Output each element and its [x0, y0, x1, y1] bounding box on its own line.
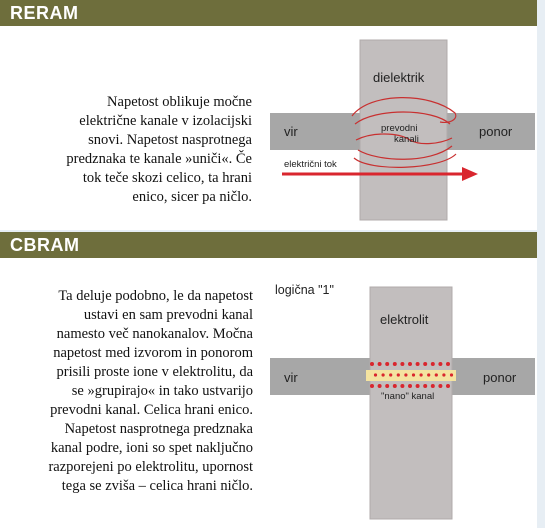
ion-dot: [385, 384, 389, 388]
cbram-channel-label: "nano" kanal: [381, 391, 435, 402]
ion-dot: [431, 362, 435, 366]
ion-dot: [378, 362, 382, 366]
cbram-text-line: prisili proste ione v elektrolitu, da: [56, 364, 253, 380]
ion-dot: [385, 362, 389, 366]
cbram-panel: [0, 232, 537, 528]
reram-text-line: električne kanale v izolacijski: [79, 113, 252, 129]
reram-text-line: enico, sicer pa ničlo.: [132, 189, 252, 205]
reram-panel: [0, 0, 537, 230]
ion-dot: [404, 373, 407, 376]
ion-dot: [435, 373, 438, 376]
ion-dot: [442, 373, 445, 376]
cbram-text-line: kanal podre, ioni so spet naključno: [50, 440, 253, 456]
cbram-text-line: prevodni kanal. Celica hrani enico.: [50, 402, 253, 418]
reram-text-line: tok teče skozi celico, ta hrani: [82, 170, 252, 186]
reram-current-arrowhead: [462, 167, 478, 181]
ion-dot: [416, 362, 420, 366]
ion-dot: [408, 384, 412, 388]
ion-dot: [431, 384, 435, 388]
reram-drain-label: ponor: [479, 124, 513, 139]
reram-text-line: snovi. Napetost nasprotnega: [88, 132, 252, 148]
ion-dot: [412, 373, 415, 376]
ion-dot: [400, 384, 404, 388]
cbram-text-line: Napetost nasprotnega predznaka: [64, 421, 253, 437]
reram-title: RERAM: [10, 3, 79, 23]
cbram-text-line: namesto več nanokanalov. Močna: [56, 326, 253, 342]
cbram-text-line: se »grupirajo« in tako ustvarijo: [71, 383, 253, 399]
ion-dot: [446, 384, 450, 388]
reram-diagram: [0, 0, 537, 230]
cbram-title: CBRAM: [10, 235, 80, 255]
ion-dot: [370, 362, 374, 366]
reram-channel-label: prevodni: [381, 123, 418, 134]
cbram-source-label: vir: [284, 370, 298, 385]
cbram-text-line: Ta deluje podobno, le da napetost: [58, 288, 253, 304]
ion-dot: [423, 362, 427, 366]
ion-dot: [423, 384, 427, 388]
ion-dot: [420, 373, 423, 376]
ion-dot: [438, 384, 442, 388]
cbram-diagram: [0, 232, 537, 528]
ion-dot: [416, 384, 420, 388]
cbram-text-line: tega se zviša – celica hrani ničlo.: [61, 478, 253, 494]
ion-dot: [378, 384, 382, 388]
cbram-state-label: logična "1": [275, 283, 334, 297]
cbram-text-line: ustavi en sam prevodni kanal: [83, 307, 253, 323]
ion-dot: [374, 373, 377, 376]
cbram-drain-label: ponor: [483, 370, 517, 385]
reram-current-label: električni tok: [284, 159, 337, 170]
ion-dot: [427, 373, 430, 376]
cbram-text-line: napetost med izvorom in ponorom: [53, 345, 253, 361]
cbram-core-label: elektrolit: [380, 312, 429, 327]
reram-text-line: Napetost oblikuje močne: [107, 94, 252, 110]
ion-dot: [446, 362, 450, 366]
ion-dot: [370, 384, 374, 388]
cbram-text-line: razporejeni po elektrolitu, upornost: [48, 459, 253, 475]
ion-dot: [393, 384, 397, 388]
ion-dot: [393, 362, 397, 366]
reram-channel-label: kanali: [394, 134, 419, 145]
ion-dot: [397, 373, 400, 376]
ion-dot: [408, 362, 412, 366]
ion-dot: [389, 373, 392, 376]
ion-dot: [400, 362, 404, 366]
ion-dot: [438, 362, 442, 366]
reram-core-label: dielektrik: [373, 70, 425, 85]
ion-dot: [450, 373, 453, 376]
ion-dot: [382, 373, 385, 376]
reram-source-label: vir: [284, 124, 298, 139]
reram-text-line: predznaka te kanale »uniči«. Če: [66, 151, 252, 167]
